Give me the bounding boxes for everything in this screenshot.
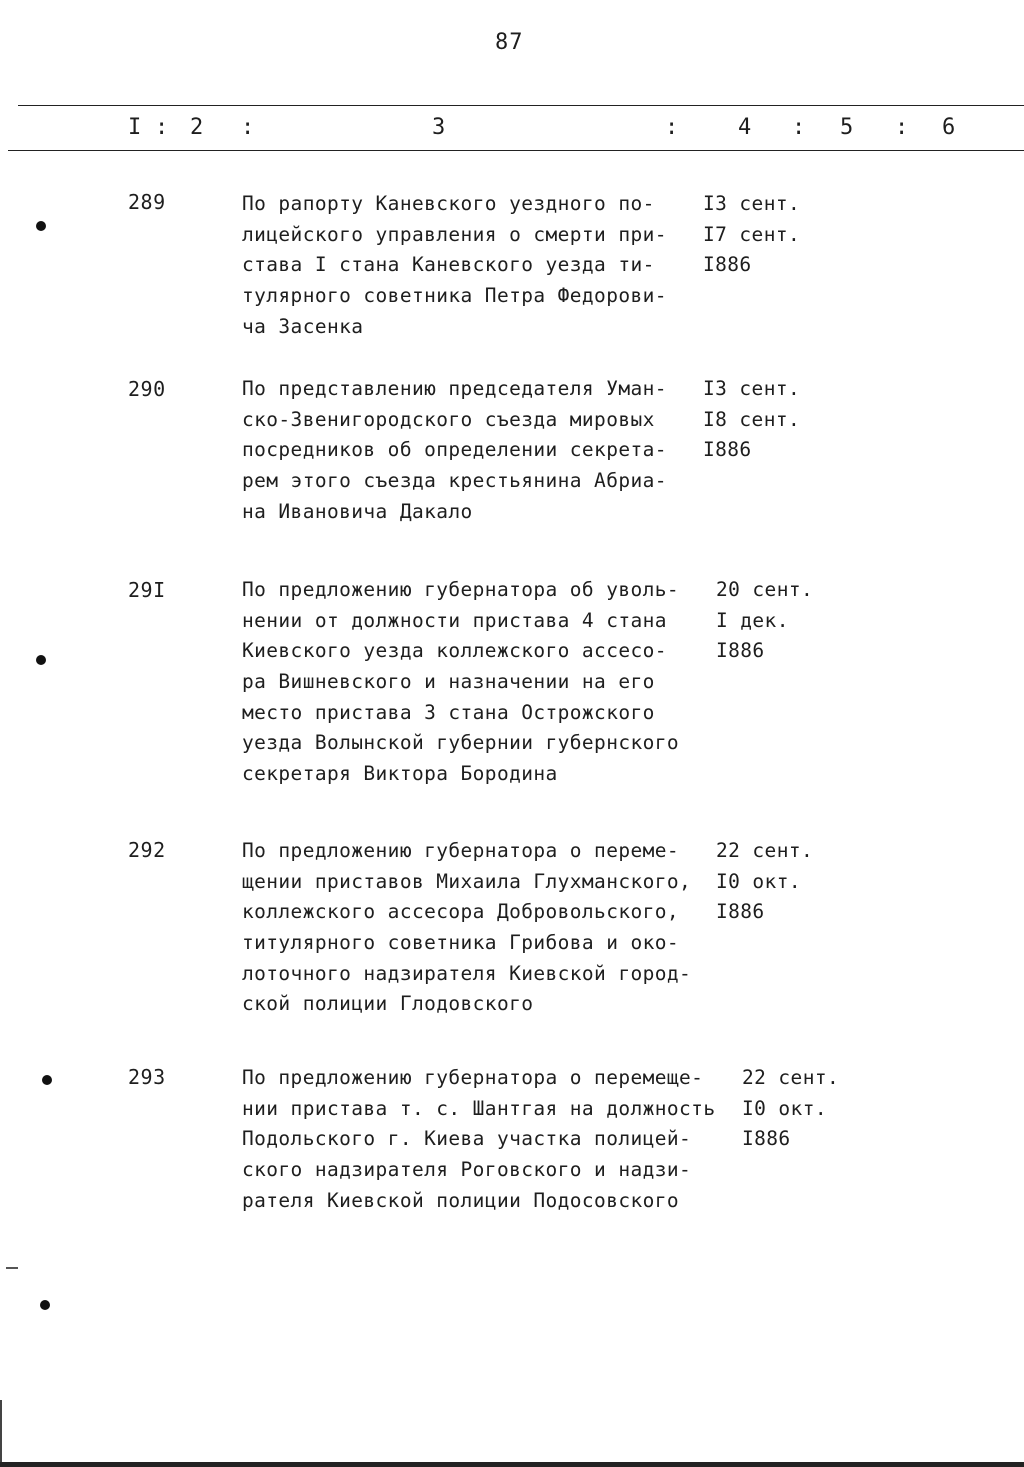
entry-description [242, 836, 722, 1020]
start-date: 20 сент. [716, 578, 814, 601]
column-separator: : [792, 115, 806, 140]
description-line: лоточного надзирателя Киевской город- [242, 961, 692, 985]
entry-number: 290 [128, 377, 166, 401]
description-line: на Ивановича Дакало [242, 499, 473, 523]
year: I886 [703, 253, 752, 277]
column-separator: : [665, 115, 679, 140]
description-line: Подольского г. Киева участка полицей- [242, 1127, 692, 1151]
start-date: 22 сент. [742, 1066, 840, 1089]
scan-edge-line [0, 1400, 2, 1467]
description-line: лицейского управления о смерти при- [242, 222, 667, 246]
page-number: 87 [495, 30, 524, 55]
header-top-rule [18, 105, 1024, 106]
end-date: I7 сент. [703, 222, 801, 246]
year: I886 [742, 1127, 791, 1151]
entry-dates [703, 374, 800, 466]
start-date: 22 сент. [716, 839, 814, 862]
description-line: ра Вишневского и назначении на его [242, 670, 655, 694]
column-separator: : [241, 115, 255, 140]
description-line: ско-Звенигородского съезда мировых [242, 407, 655, 431]
year: I886 [716, 639, 765, 663]
entry-description [242, 1063, 722, 1216]
description-line: тулярного советника Петра Федорови- [242, 284, 667, 308]
column-header-1: I [128, 115, 142, 140]
description-line: По предложению губернатора о перемеще- [242, 1066, 704, 1089]
description-line: посредников об определении секрета- [242, 438, 667, 462]
entry-description [242, 189, 722, 342]
entry-dates [703, 189, 800, 281]
description-line: ской полиции Глодовского [242, 992, 534, 1016]
description-line: титулярного советника Грибова и око- [242, 931, 680, 955]
punch-hole-mark [40, 1300, 50, 1310]
entry-dates [742, 1063, 839, 1155]
year: I886 [716, 900, 765, 924]
description-line: коллежского ассесора Добровольского, [242, 900, 680, 924]
entry-description [242, 575, 722, 790]
description-line: ского надзирателя Роговского и надзи- [242, 1158, 692, 1182]
description-line: рем этого съезда крестьянина Абриа- [242, 469, 667, 493]
margin-tick-mark [6, 1267, 18, 1269]
punch-hole-mark [36, 655, 46, 665]
column-header-5: 5 [840, 115, 854, 140]
year: I886 [703, 438, 752, 462]
column-separator: : [155, 115, 169, 140]
column-header-3: 3 [432, 115, 446, 140]
end-date: I8 сент. [703, 407, 801, 431]
description-line: нии пристава т. с. Шантгая на должность [242, 1096, 716, 1120]
description-line: щении приставов Михаила Глухманского, [242, 869, 692, 893]
end-date: I дек. [716, 608, 789, 632]
end-date: I0 окт. [716, 869, 801, 893]
punch-hole-mark [42, 1075, 52, 1085]
start-date: I3 сент. [703, 377, 801, 400]
description-line: рателя Киевской полиции Подосовского [242, 1188, 680, 1212]
description-line: секретаря Виктора Бородина [242, 762, 558, 786]
description-line: нении от должности пристава 4 стана [242, 608, 667, 632]
description-line: место пристава 3 стана Острожского [242, 700, 655, 724]
entry-dates [716, 836, 813, 928]
entry-number: 293 [128, 1065, 166, 1089]
entry-number: 29I [128, 578, 166, 602]
scan-bottom-edge [0, 1462, 1024, 1467]
description-line: уезда Волынской губернии губернского [242, 731, 680, 755]
entry-number: 292 [128, 838, 166, 862]
column-header-6: 6 [942, 115, 956, 140]
header-bottom-rule [8, 150, 1024, 151]
description-line: ча Засенка [242, 314, 364, 338]
description-line: По предложению губернатора о переме- [242, 839, 680, 862]
column-header-4: 4 [738, 115, 752, 140]
entry-number: 289 [128, 190, 166, 214]
entry-dates [716, 575, 813, 667]
column-separator: : [895, 115, 909, 140]
description-line: Киевского уезда коллежского ассесо- [242, 639, 667, 663]
punch-hole-mark [36, 221, 46, 231]
description-line: По представлению председателя Уман- [242, 377, 667, 400]
entry-description [242, 374, 722, 527]
column-header-2: 2 [190, 115, 204, 140]
description-line: По рапорту Каневского уездного по- [242, 192, 655, 215]
end-date: I0 окт. [742, 1096, 827, 1120]
description-line: става I стана Каневского уезда ти- [242, 253, 655, 277]
start-date: I3 сент. [703, 192, 801, 215]
description-line: По предложению губернатора об уволь- [242, 578, 680, 601]
